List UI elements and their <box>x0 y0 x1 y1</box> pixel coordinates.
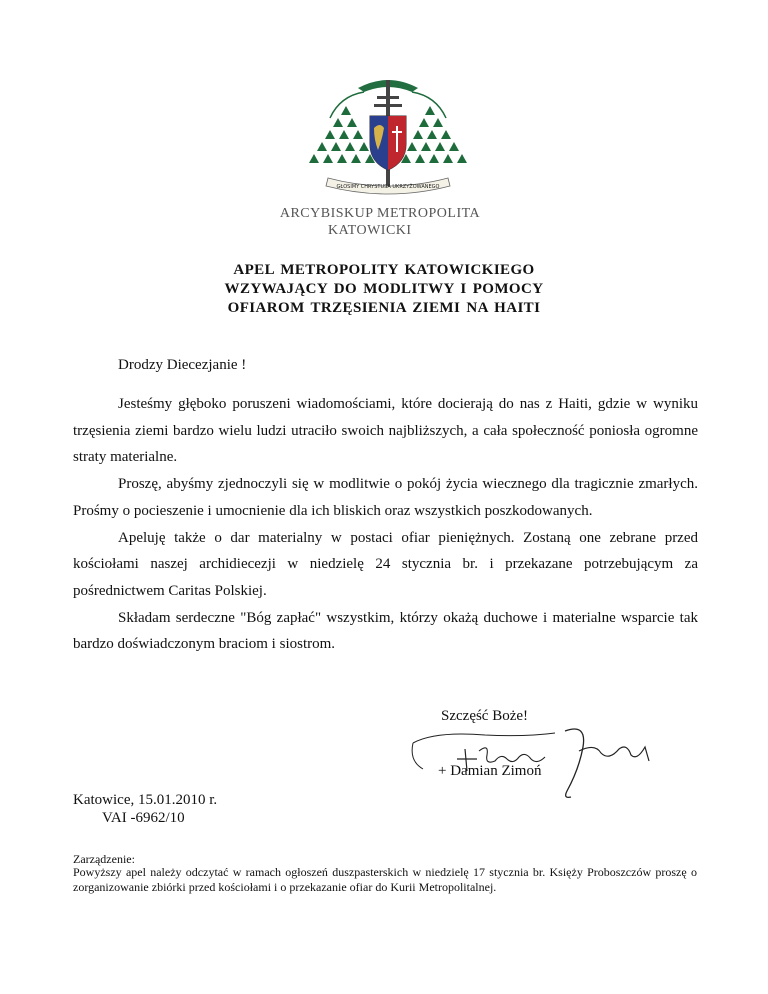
letterhead-line-2: KATOWICKI <box>328 223 412 238</box>
place-and-date: Katowice, 15.01.2010 r. <box>73 792 218 808</box>
letterhead-line-1: ARCYBISKUP METROPOLITA <box>279 206 481 221</box>
salutation: Drodzy Diecezjanie ! <box>118 357 247 373</box>
handwritten-signature-icon <box>405 721 657 801</box>
reference-number: VAI -6962/10 <box>102 810 185 826</box>
coat-of-arms-icon <box>300 66 476 206</box>
signer-name: + Damian Zimoń <box>438 763 542 779</box>
blessing: Szczęść Boże! <box>441 708 529 724</box>
title-line-2: WZYWAJĄCY DO MODLITWY I POMOCY <box>224 281 544 297</box>
letterhead <box>250 205 510 239</box>
paragraph: Jesteśmy głęboko poruszeni wiadomościami, które docierają do nas z Haiti, gdzie w wyniku trzęsienia ziemi bardzo wielu ludzi utraciło swoich najbliższych, a cała społeczność poniosła ogromne straty materialne. <box>73 396 698 466</box>
paragraph: Proszę, abyśmy zjednoczyli się w modlitwie o pokój życia wiecznego dla tragicznie zmarłych. Prośmy o pocieszenie i umocnienie dla ich bliskich oraz wszystkich poszkodowanych. <box>73 476 698 519</box>
order-text: Powyższy apel należy odczytać w ramach ogłoszeń duszpasterskich w niedzielę 17 stycznia br. Księży Proboszczów proszę o zorganizowanie zbiórki przed kościołami i o przekazanie ofiar do Kurii Metropolitalnej. <box>73 865 697 894</box>
order-title: Zarządzenie: <box>73 852 135 866</box>
paragraph: Składam serdeczne "Bóg zapłać" wszystkim, którzy okażą duchowe i materialne wsparcie tak bardzo doświadczonym braciom i siostrom. <box>73 609 698 653</box>
document-title <box>120 261 648 318</box>
title-line-1: APEL METROPOLITY KATOWICKIEGO <box>233 262 535 278</box>
letter-body <box>73 391 698 658</box>
seal-motto: GŁOSIMY CHRYSTUSA UKRZYŻOWANEGO <box>336 184 440 190</box>
paragraph: Apeluję także o dar materialny w postaci ofiar pieniężnych. Zostaną one zebrane przed kościołami naszej archidiecezji w niedzielę 24 stycznia br. i przekazane potrzebującym za pośrednictwem Caritas Polskiej. <box>73 529 698 599</box>
title-line-3: OFIAROM TRZĘSIENIA ZIEMI NA HAITI <box>227 300 541 316</box>
